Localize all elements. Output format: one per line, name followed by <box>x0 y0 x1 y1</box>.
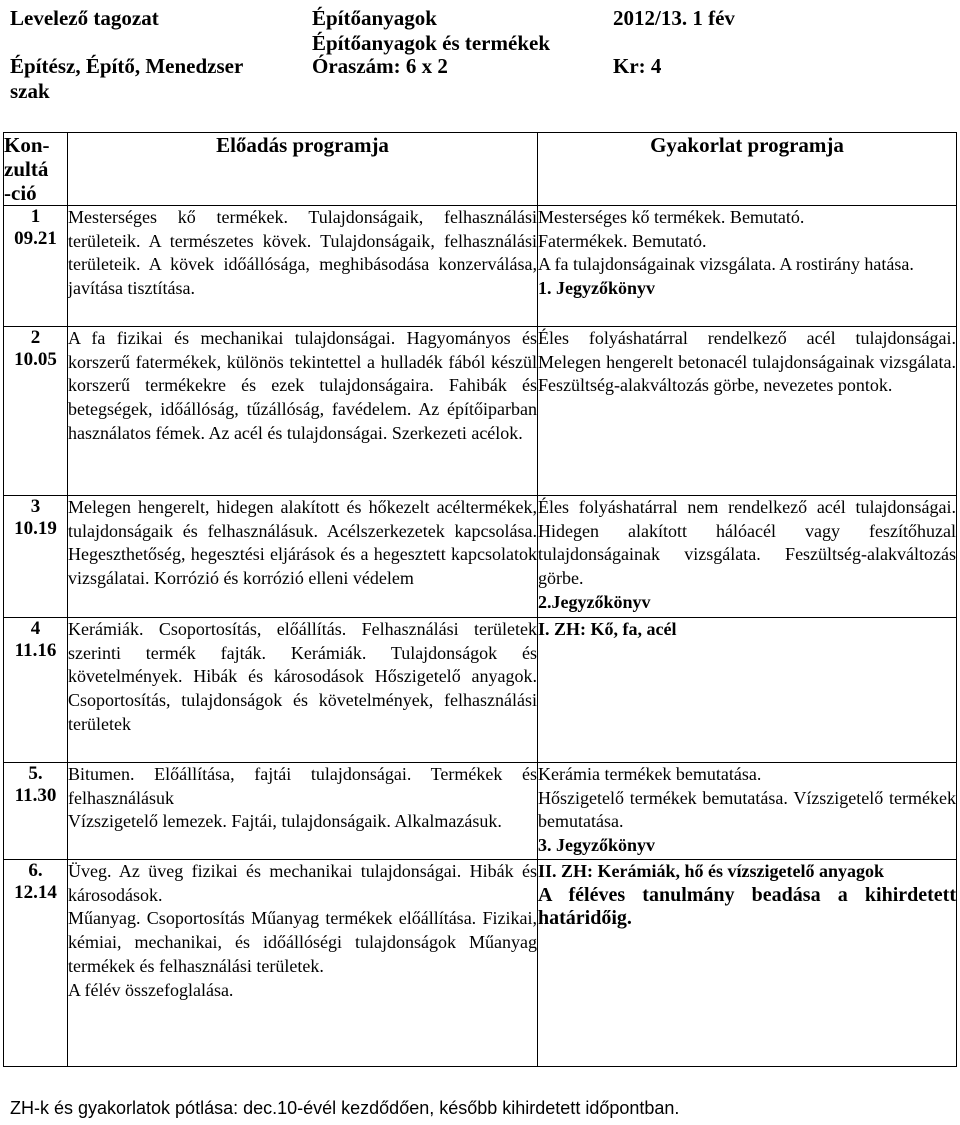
hours: Óraszám: 6 x 2 <box>312 54 448 78</box>
session-number: 6. <box>28 860 43 881</box>
lecture-cell <box>68 618 538 763</box>
practice-text: Éles folyáshatárral nem rendelkező acél tulajdonságai. Hidegen alakított hálóacél vagy feszítőhuzal tulajdonságainak vizsgálata. Feszültség-alakváltozás görbe. <box>538 497 956 589</box>
session-number: 2 <box>30 327 41 348</box>
consultation-cell <box>4 496 68 618</box>
practice-text: Fatermékek. Bemutató. <box>538 230 707 251</box>
session-date: 09.21 <box>14 228 57 249</box>
session-number: 3 <box>30 496 41 517</box>
table-row <box>4 763 957 860</box>
lecture-text: Melegen hengerelt, hidegen alakított és hőkezelt acéltermékek, tulajdonságaik és felhasználásuk. Acélszerkezetek kapcsolása. Hegeszthetőség, hegesztési eljárások és a hegesztett kapcsolatok vizsgálatai. Korrózió és korrózió elleni védelem <box>68 497 537 589</box>
lecture-cell <box>68 763 538 860</box>
footer-note: ZH-k és gyakorlatok pótlása: dec.10-évél kezdődően, később kihirdetett időpontban. <box>10 1098 680 1118</box>
credits: Kr: 4 <box>613 54 662 78</box>
practice-cell <box>538 618 957 763</box>
session-date: 10.05 <box>14 349 57 370</box>
lecture-text: Kerámiák. Csoportosítás, előállítás. Felhasználási területek szerinti termék fajták. Kerámiák. Tulajdonságok és követelmények. Hibák és károsodások Hőszigetelő anyagok. Csoportosítás, tulajdonságok és követelmények, felhasználási területek <box>68 619 537 734</box>
lecture-text: Műanyag. Csoportosítás Műanyag termékek előállítása. Fizikai, kémiai, mechanikai, és időállóségi tulajdonságok Műanyag termékek és felhasználási területek. <box>68 908 537 976</box>
practice-cell <box>538 860 957 1067</box>
lecture-cell <box>68 327 538 496</box>
practice-cell <box>538 496 957 618</box>
practice-text: Hőszigetelő termékek bemutatása. Vízszigetelő termékek bemutatása. <box>538 787 956 832</box>
exam-label: II. ZH: Kerámiák, hő és vízszigetelő anyagok <box>538 861 884 881</box>
lecture-text: Mesterséges kő termékek. Tulajdonságaik, felhasználási területeik. A természetes kövek. Tulajdonságaik, felhasználási területeik. A kövek időállósága, meghibásodása konzerválása, javítása tisztítása. <box>68 207 537 299</box>
practice-cell <box>538 206 957 327</box>
practice-column-header: Gyakorlat programja <box>538 133 957 206</box>
lecture-text: A félév összefoglalása. <box>68 979 234 1000</box>
exam-label: I. ZH: Kő, fa, acél <box>538 619 677 639</box>
consultation-cell <box>4 860 68 1067</box>
practice-text: A fa tulajdonságainak vizsgálata. A rostirány hatása. <box>538 254 914 275</box>
table-header-row <box>4 133 957 206</box>
lecture-text: A fa fizikai és mechanikai tulajdonságai. Hagyományos és korszerű fatermékek, különös tekintettel a hulladék fából készül korszerű termékekre és ezek tulajdonságaira. Fahibák és betegségek, időállóság, tűzállóság, favédelem. Az építőiparban használatos fémek. Az acél és tulajdonságai. Szerkezeti acélok. <box>68 328 537 443</box>
session-number: 4 <box>30 618 41 639</box>
report-label: 1. Jegyzőkönyv <box>538 278 655 299</box>
consultation-column-header: Kon- zultá -ció <box>4 133 68 206</box>
lecture-cell <box>68 206 538 327</box>
lecture-cell <box>68 496 538 618</box>
consultation-cell <box>4 327 68 496</box>
session-date: 10.19 <box>14 518 57 539</box>
lecture-text: Vízszigetelő lemezek. Fajtái, tulajdonságaik. Alkalmazásuk. <box>68 811 502 832</box>
table-row <box>4 496 957 618</box>
assignment-deadline: A féléves tanulmány beadása a kihirdetett határidőig. <box>538 883 956 930</box>
lecture-column-header: Előadás programja <box>68 133 538 206</box>
consultation-cell <box>4 206 68 327</box>
table-row <box>4 327 957 496</box>
practice-text: Éles folyáshatárral rendelkező acél tulajdonságai. Melegen hengerelt betonacél tulajdonságainak vizsgálata. Feszültség-alakváltozás görbe, nevezetes pontok. <box>538 328 956 396</box>
session-number: 5. <box>28 763 43 784</box>
practice-text: Mesterséges kő termékek. Bemutató. <box>538 207 805 227</box>
table-row <box>4 860 957 1067</box>
lecture-text: Bitumen. Előállítása, fajtái tulajdonságai. Termékek és felhasználásuk <box>68 764 537 808</box>
consultation-cell <box>4 618 68 763</box>
session-number: 1 <box>30 206 41 227</box>
course-title: Építőanyagok és termékek <box>312 31 550 55</box>
subject-name: Építőanyagok <box>312 6 437 30</box>
lecture-cell <box>68 860 538 1067</box>
majors: Építész, Építő, Menedzser <box>10 54 244 78</box>
practice-cell <box>538 327 957 496</box>
session-date: 11.16 <box>14 640 57 661</box>
report-label: 3. Jegyzőkönyv <box>538 835 655 856</box>
practice-text: Kerámia termékek bemutatása. <box>538 764 762 784</box>
lecture-text: Üveg. Az üveg fizikai és mechanikai tulajdonságai. Hibák és károsodások. <box>68 861 537 905</box>
table-row <box>4 618 957 763</box>
session-date: 11.30 <box>14 785 57 806</box>
program-type: Levelező tagozat <box>10 6 159 30</box>
consultation-cell <box>4 763 68 860</box>
report-label: 2.Jegyzőkönyv <box>538 591 651 612</box>
program-table <box>3 132 957 1067</box>
table-row <box>4 206 957 327</box>
practice-cell <box>538 763 957 860</box>
majors-continued: szak <box>10 79 50 103</box>
session-date: 12.14 <box>14 882 57 903</box>
semester: 2012/13. 1 fév <box>613 6 735 30</box>
